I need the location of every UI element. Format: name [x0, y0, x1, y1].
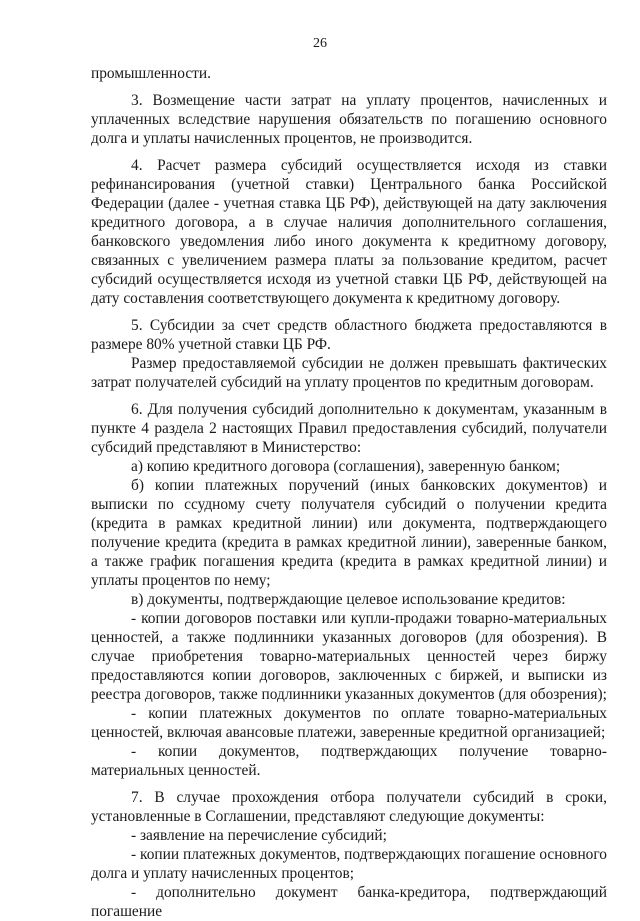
list-item-dash: - копии договоров поставки или купли-продажи товарно-материальных ценностей, а также подлинники указанных договоров (для обозрения). В случае приобретения товарно-материальных ценностей через биржу предоставляются копии договоров, заключенных с биржей, и выписки из реестра договоров, также подлинники указанных документов (для обозрения); — [91, 610, 607, 703]
paragraph-item-4: 4. Расчет размера субсидий осуществляется исходя из ставки рефинансирования (учетной ставки) Центрального банка Российской Федерации (далее - учетная ставка ЦБ РФ), действующей на дату заключения кредитного договора, а в случае наличия дополнительного соглашения, банковского уведомления либо иного документа к кредитному договору, связанных с увеличением размера платы за пользование кредитом, расчет субсидий осуществляется исходя из учетной ставки ЦБ РФ, действующей на дату составления соответствующего документа к кредитному договору. — [91, 157, 607, 307]
list-item-dash: - копии платежных документов, подтверждающих погашение основного долга и уплату начисленных процентов; — [91, 846, 607, 882]
paragraph-item-5: 5. Субсидии за счет средств областного бюджета предоставляются в размере 80% учетной ставки ЦБ РФ. — [91, 317, 607, 353]
paragraph-subsidy-limit: Размер предоставляемой субсидии не должен превышать фактических затрат получателей субсидий на уплату процентов по кредитным договорам. — [91, 355, 607, 391]
paragraph-item-7: 7. В случае прохождения отбора получатели субсидий в сроки, установленные в Соглашении, представляют следующие документы: — [91, 789, 607, 825]
list-item-v: в) документы, подтверждающие целевое использование кредитов: — [131, 591, 566, 608]
document-body — [91, 64, 607, 921]
list-item-dash: - копии документов, подтверждающих получение товарно-материальных ценностей. — [91, 743, 607, 779]
list-item-dash: - дополнительно документ банка-кредитора, подтверждающий погашение — [91, 884, 607, 920]
list-item-b: б) копии платежных поручений (иных банковских документов) и выписки по ссудному счету получателя субсидий о получении кредита (кредита в рамках кредитной линии) или документа, подтверждающего получение кредита (кредита в рамках кредитной линии), заверенные банком, а также график погашения кредита (кредита в рамках кредитной линии) и уплаты процентов по нему; — [91, 477, 607, 589]
list-item-a: а) копию кредитного договора (соглашения), заверенную банком; — [131, 458, 561, 475]
list-item-dash: - заявление на перечисление субсидий; — [131, 827, 387, 844]
paragraph-continuation: промышленности. — [91, 65, 211, 82]
page-number: 26 — [313, 36, 327, 51]
paragraph-item-3: 3. Возмещение части затрат на уплату процентов, начисленных и уплаченных вследствие нарушения обязательств по погашению основного долга и уплаты начисленных процентов, не производится. — [91, 92, 607, 147]
paragraph-item-6: 6. Для получения субсидий дополнительно к документам, указанным в пункте 4 раздела 2 настоящих Правил предоставления субсидий, получатели субсидий представляют в Министерство: — [91, 401, 607, 456]
list-item-dash: - копии платежных документов по оплате товарно-материальных ценностей, включая авансовые платежи, заверенные кредитной организацией; — [91, 705, 607, 741]
